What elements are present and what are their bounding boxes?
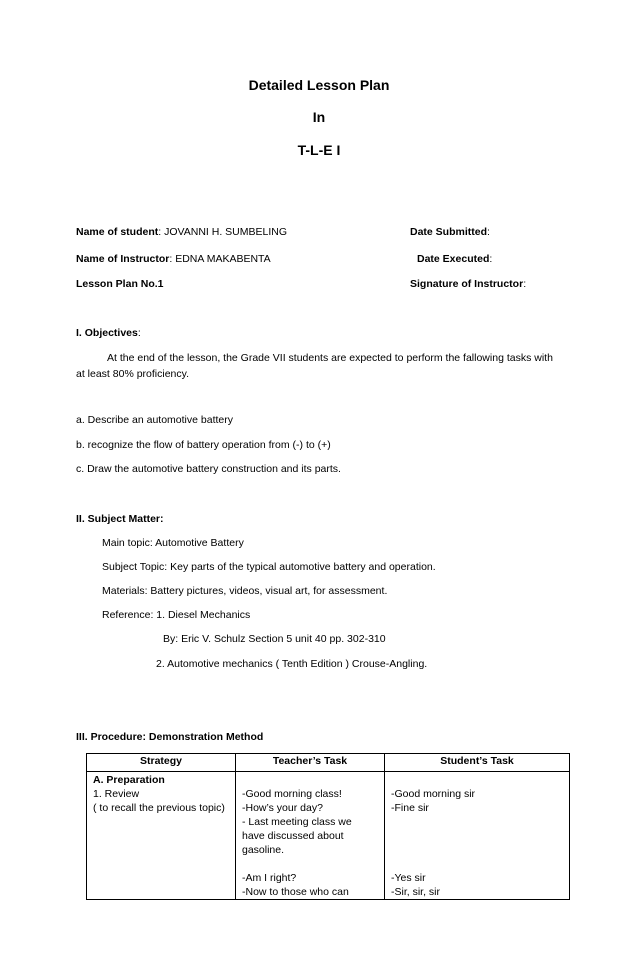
instructor-name-label: Name of Instructor: [76, 253, 170, 265]
objectives-heading-colon: :: [137, 327, 141, 339]
student-line: -Yes sir: [391, 872, 426, 884]
procedure-heading: [76, 731, 263, 743]
student-name-label: Name of student: [76, 226, 159, 238]
table-header-row: [87, 754, 570, 772]
lesson-plan-number-label: Lesson Plan No.1: [76, 278, 164, 290]
reference-2: 2. Automotive mechanics ( Tenth Edition ) Crouse-Angling.: [156, 658, 428, 670]
instructor-name-line: [76, 253, 271, 265]
document-in-label: In: [312, 109, 326, 125]
main-topic: Main topic: Automotive Battery: [102, 537, 244, 549]
subject-matter-heading-label: II. Subject Matter:: [76, 513, 164, 525]
column-header-strategy: Strategy: [87, 754, 236, 772]
signature-line: [410, 278, 526, 290]
student-line: -Sir, sir, sir: [391, 886, 440, 898]
objective-item-a: a. Describe an automotive battery: [76, 414, 233, 426]
teacher-line: -Am I right?: [242, 872, 297, 884]
date-executed-line: [417, 253, 492, 265]
subject-matter-heading: [76, 513, 164, 525]
table-row: [87, 772, 570, 900]
column-header-teacher-task: Teacher’s Task: [236, 754, 385, 772]
student-name-line: [76, 226, 287, 238]
student-name-value: : JOVANNI H. SUMBELING: [158, 226, 288, 238]
strategy-cell: [87, 772, 236, 900]
objectives-heading-label: I. Objectives: [76, 327, 138, 339]
lesson-plan-number: [76, 278, 164, 290]
procedure-table: [86, 753, 570, 900]
date-submitted-line: [410, 226, 490, 238]
teacher-line: -Now to those who can: [242, 886, 349, 898]
date-executed-label: Date Executed: [417, 253, 490, 265]
column-header-student-task: Student’s Task: [385, 754, 570, 772]
strategy-review-note: ( to recall the previous topic): [93, 802, 225, 814]
teacher-line: have discussed about: [242, 830, 344, 842]
teacher-line: gasoline.: [242, 844, 285, 856]
signature-colon: :: [523, 278, 527, 290]
student-line: -Fine sir: [391, 802, 429, 814]
document-subject: T-L-E I: [297, 142, 341, 158]
teacher-task-cell: [236, 772, 385, 900]
date-submitted-colon: :: [487, 226, 490, 238]
date-submitted-label: Date Submitted: [410, 226, 488, 238]
document-title: Detailed Lesson Plan: [248, 77, 390, 93]
objective-item-b: b. recognize the flow of battery operation from (-) to (+): [76, 439, 331, 451]
reference-author: By: Eric V. Schulz Section 5 unit 40 pp. 302-310: [163, 633, 386, 645]
objectives-intro-line-1: At the end of the lesson, the Grade VII students are expected to perform the fallowing tasks with: [107, 352, 553, 364]
strategy-review: 1. Review: [93, 788, 140, 800]
materials: Materials: Battery pictures, videos, visual art, for assessment.: [102, 585, 388, 597]
teacher-line: -Good morning class!: [242, 788, 342, 800]
section-preparation: A. Preparation: [93, 774, 165, 786]
date-executed-colon: :: [489, 253, 493, 265]
objectives-intro-line-2: at least 80% proficiency.: [76, 368, 190, 380]
instructor-name-value: : EDNA MAKABENTA: [169, 253, 271, 265]
subject-topic: Subject Topic: Key parts of the typical automotive battery and operation.: [102, 561, 436, 573]
objectives-heading: [76, 327, 141, 339]
teacher-line: - Last meeting class we: [242, 816, 352, 828]
student-task-cell: [385, 772, 570, 900]
procedure-heading-label: III. Procedure: Demonstration Method: [76, 731, 264, 743]
teacher-line: -How’s your day?: [242, 802, 323, 814]
reference: Reference: 1. Diesel Mechanics: [102, 609, 251, 621]
student-line: -Good morning sir: [391, 788, 476, 800]
objectives-intro: [76, 350, 566, 382]
signature-label: Signature of Instructor: [410, 278, 524, 290]
objective-item-c: c. Draw the automotive battery construction and its parts.: [76, 463, 341, 475]
